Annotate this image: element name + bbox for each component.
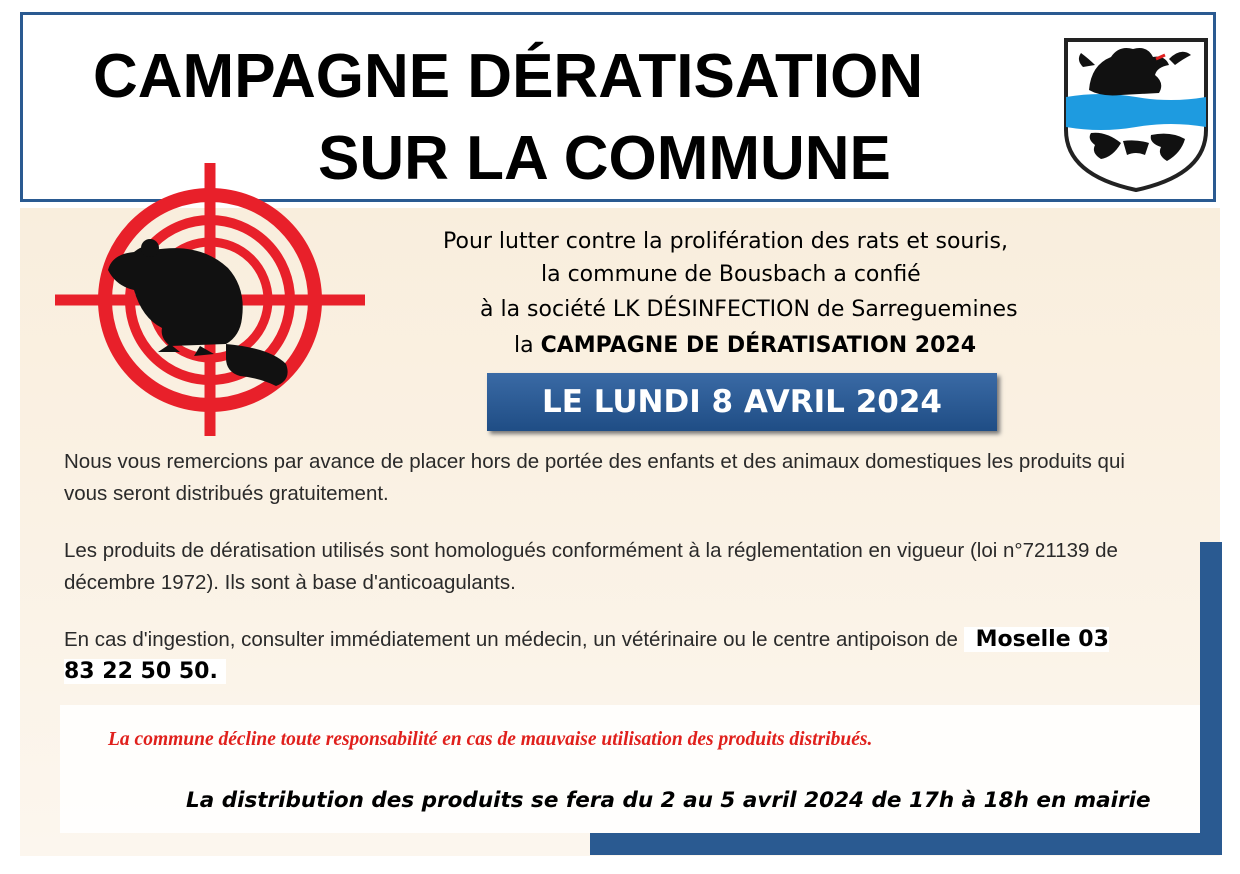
paragraph-ingestion: [64, 624, 1134, 688]
intro-line-4: [514, 333, 976, 358]
paragraph-regulation: Les produits de dératisation utilisés sont homologués conformément à la réglementation en vigueur (loi n°721139 de décembre 1972). Ils sont à base d'anticoagulants.: [64, 539, 1118, 594]
decorative-frame-horizontal: [590, 833, 1222, 855]
disclaimer: La commune décline toute responsabilité en cas de mauvaise utilisation des produits distribués.: [108, 729, 873, 750]
campaign-name: CAMPAGNE DE DÉRATISATION 2024: [540, 333, 976, 358]
rat-crosshair-icon: [50, 158, 370, 440]
intro-line-2: la commune de Bousbach a confié: [541, 262, 921, 287]
page-title-line2: SUR LA COMMUNE: [318, 124, 891, 193]
intro-line-1: Pour lutter contre la prolifération des rats et souris,: [443, 229, 1008, 254]
page-title-line1: CAMPAGNE DÉRATISATION: [93, 42, 924, 111]
intro-line-4-prefix: la: [514, 333, 541, 358]
paragraph-safety: Nous vous remercions par avance de placer hors de portée des enfants et des animaux domestiques les produits qui vous seront distribués gratuitement.: [64, 450, 1125, 505]
poison-center-phone: Moselle 03 83 22 50 50.: [64, 627, 1109, 684]
ingestion-text: En cas d'ingestion, consulter immédiatement un médecin, un vétérinaire ou le centre antipoison de: [64, 628, 958, 651]
intro-line-3: à la société LK DÉSINFECTION de Sarreguemines: [480, 297, 1018, 322]
date-banner: LE LUNDI 8 AVRIL 2024: [487, 373, 997, 431]
decorative-frame-vertical: [1200, 542, 1222, 854]
footer-panel: [60, 705, 1200, 833]
distribution-info: La distribution des produits se fera du 2 au 5 avril 2024 de 17h à 18h en mairie: [186, 788, 1151, 813]
coat-of-arms-icon: [1061, 35, 1211, 195]
